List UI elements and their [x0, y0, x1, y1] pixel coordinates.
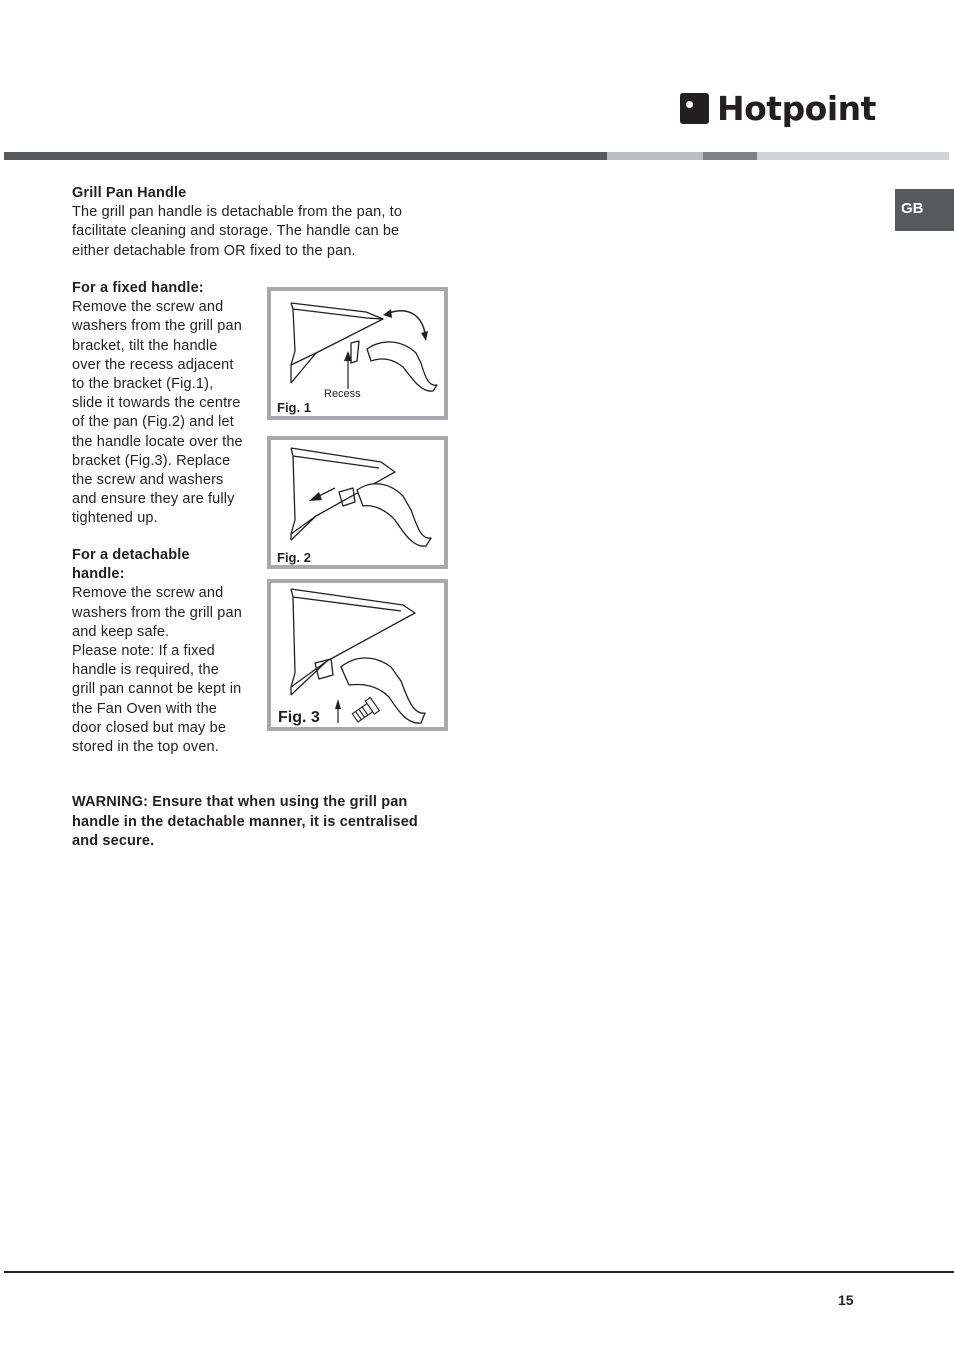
figure-label: Fig. 3: [278, 709, 320, 726]
language-tab: GB: [895, 189, 954, 231]
figure-2: [267, 436, 448, 569]
body-line: bracket, tilt the handle: [72, 337, 218, 354]
body-line: and ensure they are fully: [72, 491, 235, 508]
body-line: grill pan cannot be kept in: [72, 681, 242, 698]
intro-line: facilitate cleaning and storage. The handle can be: [72, 223, 400, 240]
body-line: slide it towards the centre: [72, 395, 241, 412]
warning-line: WARNING: Ensure that when using the grill pan: [72, 794, 408, 810]
body-line: the screw and washers: [72, 472, 224, 489]
figure-label: Fig. 1: [277, 400, 311, 415]
figure-1: [267, 287, 448, 420]
warning-note: [72, 793, 452, 852]
header-bar-pale: [757, 152, 949, 160]
body-line: stored in the top oven.: [72, 739, 219, 756]
figure-label: Fig. 2: [277, 550, 311, 565]
intro-line: The grill pan handle is detachable from the pan, to: [72, 204, 403, 221]
header-bar-light: [607, 152, 703, 160]
brand-name: Hotpoint: [717, 89, 876, 128]
recess-callout: Recess: [324, 388, 361, 400]
intro-section: [72, 184, 452, 261]
body-line: over the recess adjacent: [72, 356, 234, 373]
subsection-title: handle:: [72, 566, 125, 583]
hotpoint-logo-mark-icon: [680, 93, 709, 124]
body-line: to the bracket (Fig.1),: [72, 376, 214, 393]
body-line: door closed but may be: [72, 719, 227, 736]
subsection-title: For a fixed handle:: [72, 280, 204, 296]
warning-line: handle in the detachable manner, it is centralised: [72, 813, 418, 830]
body-line: and keep safe.: [72, 623, 170, 640]
body-line: of the pan (Fig.2) and let: [72, 414, 234, 431]
grill-pan-fixed-handle-illustration: [271, 583, 444, 727]
body-line: handle is required, the: [72, 662, 219, 679]
body-line: the handle locate over the: [72, 433, 243, 450]
header-bar-dark: [4, 152, 607, 160]
body-line: Please note: If a fixed: [72, 643, 215, 660]
header-bar-mid: [703, 152, 757, 160]
body-line: tightened up.: [72, 510, 158, 527]
page-number: 15: [838, 1292, 854, 1308]
subsection-title: For a detachable: [72, 547, 190, 563]
warning-line: and secure.: [72, 833, 155, 849]
hotpoint-logo: [680, 89, 876, 128]
body-line: the Fan Oven with the: [72, 700, 218, 717]
detachable-handle-section: [72, 546, 262, 757]
fixed-handle-section: [72, 279, 262, 529]
section-title: Grill Pan Handle: [72, 185, 187, 201]
body-line: washers from the grill pan: [72, 604, 242, 621]
body-line: Remove the screw and: [72, 299, 224, 316]
body-line: Remove the screw and: [72, 585, 224, 602]
intro-line: either detachable from OR fixed to the pan.: [72, 242, 356, 259]
body-line: bracket (Fig.3). Replace: [72, 452, 231, 469]
figure-3: [267, 579, 448, 731]
grill-pan-slide-handle-illustration: [271, 440, 444, 565]
footer-rule: [4, 1271, 954, 1273]
body-line: washers from the grill pan: [72, 318, 242, 335]
